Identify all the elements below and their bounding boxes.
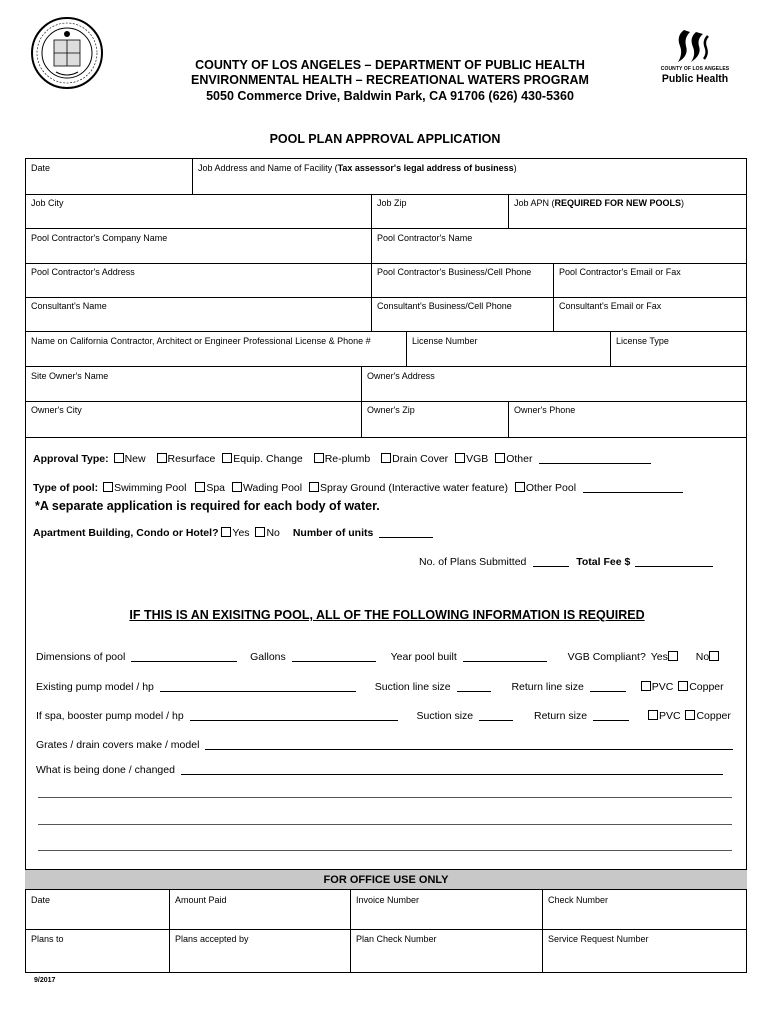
units-label: Number of units (292, 527, 374, 539)
approval-other-input[interactable] (539, 453, 651, 464)
spa-pump-input[interactable] (190, 710, 398, 721)
plans-to-field[interactable]: Plans to (31, 934, 64, 944)
service-request-field[interactable]: Service Request Number (548, 934, 649, 944)
license-type-field[interactable]: License Type (616, 336, 669, 346)
plans-submitted-input[interactable] (533, 556, 569, 567)
owner-city-field[interactable]: Owner's City (31, 405, 82, 415)
approval-other-label: Other (506, 453, 533, 465)
job-apn-label: Job APN ( (514, 198, 555, 208)
spa-pvc-checkbox[interactable] (648, 710, 658, 720)
approval-vgb-label: VGB (466, 453, 489, 465)
return-line-label: Return line size (511, 681, 584, 693)
suction-line-input[interactable] (457, 681, 491, 692)
spa-pump-row (36, 710, 731, 723)
pool-other-label: Other Pool (525, 482, 577, 494)
site-owner-field[interactable]: Site Owner's Name (31, 371, 109, 381)
contractor-company-field[interactable]: Pool Contractor's Company Name (31, 233, 168, 243)
pool-wading-checkbox[interactable] (232, 482, 242, 492)
vgb-compliant-label: VGB Compliant? (567, 651, 646, 663)
pool-spray-checkbox[interactable] (309, 482, 319, 492)
vgb-yes-label: Yes (650, 651, 668, 663)
pool-type-label: Type of pool: (33, 482, 99, 494)
return-size-input[interactable] (593, 710, 629, 721)
spa-copper-checkbox[interactable] (685, 710, 695, 720)
grates-label: Grates / drain covers make / model (36, 739, 200, 751)
pump-input[interactable] (160, 681, 356, 692)
dimensions-row (36, 651, 720, 664)
dimensions-input[interactable] (131, 651, 237, 662)
suction-line-label: Suction line size (374, 681, 451, 693)
header-line-2: ENVIRONMENTAL HEALTH – RECREATIONAL WATERS PROGRAM (191, 73, 589, 87)
form-revision-date: 9/2017 (34, 977, 56, 984)
check-number-field[interactable]: Check Number (548, 895, 609, 905)
job-zip-field[interactable]: Job Zip (377, 198, 407, 208)
apartment-yes-label: Yes (232, 527, 250, 539)
dimensions-label: Dimensions of pool (36, 651, 126, 663)
plans-submitted-label: No. of Plans Submitted (419, 556, 527, 568)
job-apn-bold: REQUIRED FOR NEW POOLS (554, 198, 682, 208)
consultant-name-field[interactable]: Consultant's Name (31, 301, 107, 311)
approval-replumb-checkbox[interactable] (314, 453, 324, 463)
approval-replumb-label: Re-plumb (324, 453, 371, 465)
public-health-logo (656, 26, 734, 96)
separate-application-note: *A separate application is required for each body of water. (35, 499, 380, 513)
year-built-input[interactable] (463, 651, 547, 662)
changes-line-4[interactable] (38, 850, 732, 851)
amount-paid-field[interactable]: Amount Paid (175, 895, 227, 905)
approval-new-label: New (124, 453, 146, 465)
existing-pool-heading: IF THIS IS AN EXISITNG POOL, ALL OF THE FOLLOWING INFORMATION IS REQUIRED (129, 608, 645, 622)
changes-line-2[interactable] (38, 797, 732, 798)
license-name-field[interactable]: Name on California Contractor, Architect or Engineer Professional License & Phone # (31, 336, 371, 346)
job-address-field[interactable] (193, 160, 517, 174)
approval-equip-label: Equip. Change (233, 453, 303, 465)
owner-zip-field[interactable]: Owner's Zip (367, 405, 415, 415)
logo-county-text: COUNTY OF LOS ANGELES (660, 66, 730, 72)
total-fee-label: Total Fee $ (576, 556, 631, 568)
vgb-no-checkbox[interactable] (709, 651, 719, 661)
job-address-suffix: ) (513, 163, 517, 173)
pump-pvc-checkbox[interactable] (641, 681, 651, 691)
pump-row (36, 681, 724, 694)
spa-copper-label: Copper (696, 710, 731, 722)
job-apn-suffix: ) (681, 198, 685, 208)
public-health-logo-icon (656, 26, 734, 66)
pump-label: Existing pump model / hp (36, 681, 154, 693)
pump-copper-checkbox[interactable] (678, 681, 688, 691)
suction-size-label: Suction size (416, 710, 474, 722)
pool-other-input[interactable] (583, 482, 683, 493)
plan-check-number-field[interactable]: Plan Check Number (356, 934, 437, 944)
approval-new-checkbox[interactable] (114, 453, 124, 463)
vgb-yes-checkbox[interactable] (668, 651, 678, 661)
approval-other-checkbox[interactable] (495, 453, 505, 463)
consultant-email-field[interactable]: Consultant's Email or Fax (559, 301, 662, 311)
pool-wading-label: Wading Pool (242, 482, 303, 494)
pool-swimming-checkbox[interactable] (103, 482, 113, 492)
header-line-1: COUNTY OF LOS ANGELES – DEPARTMENT OF PUBLIC HEALTH (195, 58, 585, 72)
grates-row (36, 739, 733, 752)
spa-pump-label: If spa, booster pump model / hp (36, 710, 184, 722)
approval-resurface-label: Resurface (167, 453, 216, 465)
county-seal-logo (30, 16, 104, 90)
office-use-heading: FOR OFFICE USE ONLY (25, 870, 747, 890)
gallons-input[interactable] (292, 651, 376, 662)
suction-size-input[interactable] (479, 710, 513, 721)
contractor-email-field[interactable]: Pool Contractor's Email or Fax (559, 267, 681, 277)
consultant-phone-field[interactable]: Consultant's Business/Cell Phone (377, 301, 512, 311)
approval-drain-label: Drain Cover (392, 453, 449, 465)
pool-spa-checkbox[interactable] (195, 482, 205, 492)
changes-row (36, 764, 723, 777)
approval-resurface-checkbox[interactable] (157, 453, 167, 463)
contractor-address-field[interactable]: Pool Contractor's Address (31, 267, 135, 277)
changes-input[interactable] (181, 764, 723, 775)
approval-drain-checkbox[interactable] (381, 453, 391, 463)
vgb-no-label: No (695, 651, 710, 663)
apartment-label: Apartment Building, Condo or Hotel? (33, 527, 219, 539)
job-apn-field[interactable] (509, 195, 684, 209)
plans-accepted-field[interactable]: Plans accepted by (175, 934, 249, 944)
owner-address-field[interactable]: Owner's Address (367, 371, 435, 381)
contractor-phone-field[interactable]: Pool Contractor's Business/Cell Phone (377, 267, 532, 277)
return-size-label: Return size (533, 710, 588, 722)
spa-pvc-label: PVC (658, 710, 681, 722)
pool-spa-label: Spa (206, 482, 226, 494)
approval-type-label: Approval Type: (33, 453, 109, 465)
approval-vgb-checkbox[interactable] (455, 453, 465, 463)
pump-pvc-label: PVC (651, 681, 674, 693)
apartment-no-checkbox[interactable] (255, 527, 265, 537)
pool-swimming-label: Swimming Pool (114, 482, 187, 494)
gallons-label: Gallons (250, 651, 286, 663)
plans-fee-row (419, 556, 713, 569)
changes-label: What is being done / changed (36, 764, 175, 776)
page-title: POOL PLAN APPROVAL APPLICATION (269, 132, 501, 146)
job-city-field[interactable]: Job City (31, 198, 64, 208)
job-address-bold: Tax assessor's legal address of business (337, 163, 514, 173)
logo-public-health-text: Public Health (661, 73, 729, 85)
office-date-field[interactable]: Date (31, 895, 51, 905)
year-built-label: Year pool built (390, 651, 457, 663)
job-address-label: Job Address and Name of Facility ( (198, 163, 338, 173)
grates-input[interactable] (205, 739, 733, 750)
return-line-input[interactable] (590, 681, 626, 692)
approval-type-row (33, 453, 651, 466)
apartment-no-label: No (266, 527, 280, 539)
apartment-row (33, 527, 433, 540)
approval-equip-checkbox[interactable] (222, 453, 232, 463)
pool-type-row (33, 482, 683, 495)
contractor-name-field[interactable]: Pool Contractor's Name (377, 233, 473, 243)
pool-spray-label: Spray Ground (Interactive water feature) (320, 482, 508, 494)
owner-phone-field[interactable]: Owner's Phone (514, 405, 576, 415)
apartment-yes-checkbox[interactable] (221, 527, 231, 537)
units-input[interactable] (379, 527, 433, 538)
license-number-field[interactable]: License Number (412, 336, 478, 346)
pool-other-checkbox[interactable] (515, 482, 525, 492)
header-line-3: 5050 Commerce Drive, Baldwin Park, CA 91706 (626) 430-5360 (206, 89, 574, 103)
total-fee-input[interactable] (635, 556, 713, 567)
date-field[interactable]: Date (31, 163, 51, 173)
pump-copper-label: Copper (689, 681, 724, 693)
invoice-number-field[interactable]: Invoice Number (356, 895, 420, 905)
changes-line-3[interactable] (38, 824, 732, 825)
